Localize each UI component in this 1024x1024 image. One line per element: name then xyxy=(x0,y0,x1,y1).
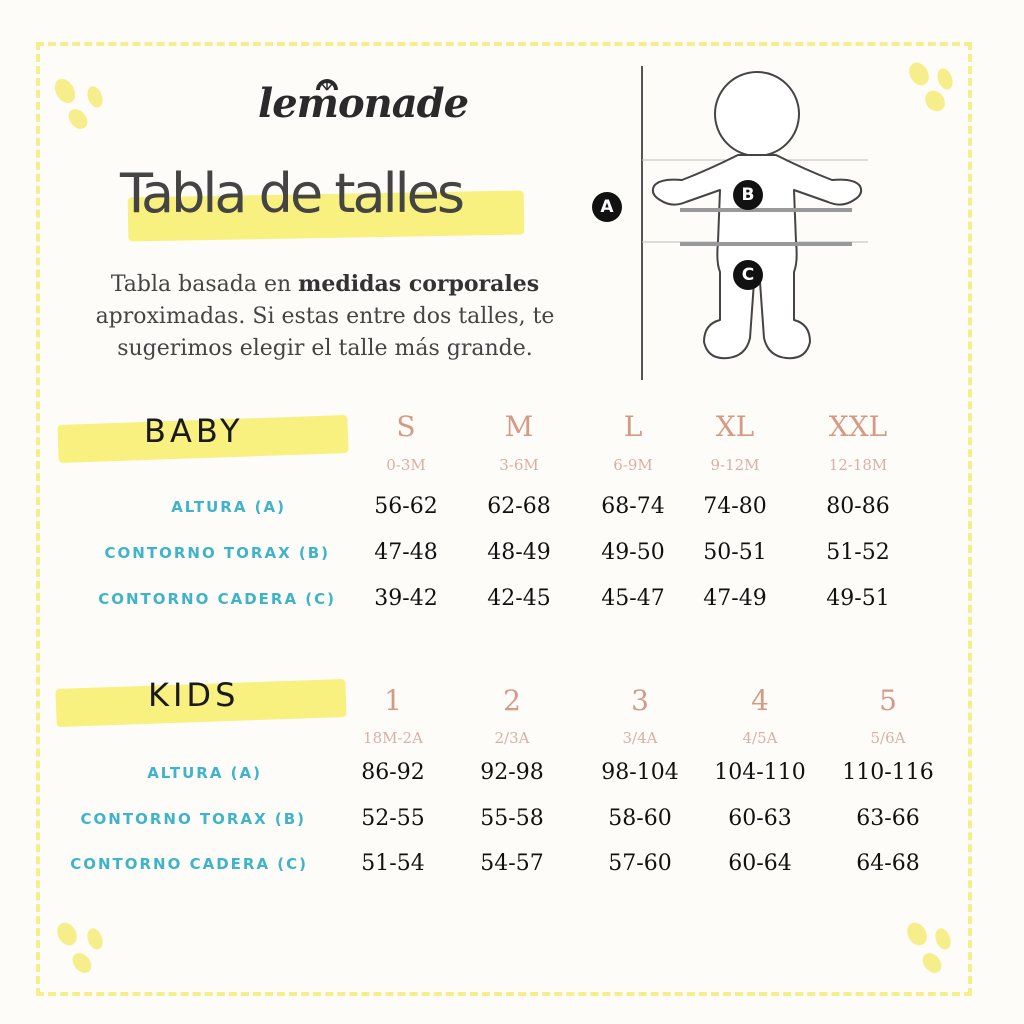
kids-table-cell: 64-68 xyxy=(856,851,920,876)
baby-table-cell: 49-51 xyxy=(826,586,890,611)
page-title: Tabla de talles xyxy=(120,162,462,225)
baby-heading: BABY xyxy=(144,412,244,450)
kids-age-range: 5/6A xyxy=(870,729,906,747)
baby-table-cell: 48-49 xyxy=(487,540,551,565)
marker-a: A xyxy=(592,192,622,222)
baby-age-range: 3-6M xyxy=(499,456,539,474)
kids-table-cell: 54-57 xyxy=(480,851,544,876)
marker-b: B xyxy=(733,180,763,210)
kids-table-cell: 55-58 xyxy=(480,806,544,831)
baby-table-cell: 80-86 xyxy=(826,494,890,519)
kids-table-cell: 58-60 xyxy=(608,806,672,831)
kids-row-label: CONTORNO CADERA (C) xyxy=(70,855,308,873)
kids-size-label: 5 xyxy=(879,684,897,717)
baby-table-cell: 45-47 xyxy=(601,586,665,611)
kids-age-range: 2/3A xyxy=(494,729,530,747)
baby-table-cell: 47-48 xyxy=(374,540,438,565)
kids-size-label: 4 xyxy=(751,684,769,717)
baby-size-label: L xyxy=(623,410,643,443)
kids-table-cell: 51-54 xyxy=(361,851,425,876)
baby-table-cell: 50-51 xyxy=(703,540,767,565)
kids-table-cell: 104-110 xyxy=(714,760,806,785)
baby-size-label: M xyxy=(504,410,534,443)
baby-table-cell: 39-42 xyxy=(374,586,438,611)
baby-table-cell: 56-62 xyxy=(374,494,438,519)
kids-size-label: 3 xyxy=(631,684,649,717)
baby-age-range: 6-9M xyxy=(613,456,653,474)
kids-age-range: 18M-2A xyxy=(363,729,423,747)
baby-table-cell: 51-52 xyxy=(826,540,890,565)
baby-age-range: 9-12M xyxy=(710,456,760,474)
kids-table-cell: 57-60 xyxy=(608,851,672,876)
baby-table-cell: 62-68 xyxy=(487,494,551,519)
intro-part2: aproximadas. Si estas entre dos talles, te sugerimos elegir el talle más grande. xyxy=(95,304,555,361)
baby-table-cell: 49-50 xyxy=(601,540,665,565)
kids-age-range: 3/4A xyxy=(622,729,658,747)
baby-row-label: CONTORNO CADERA (C) xyxy=(98,590,336,608)
baby-age-range: 12-18M xyxy=(828,456,888,474)
kids-table-cell: 60-64 xyxy=(728,851,792,876)
kids-table-cell: 52-55 xyxy=(361,806,425,831)
intro-text xyxy=(70,268,580,365)
kids-table-cell: 63-66 xyxy=(856,806,920,831)
kids-table-cell: 86-92 xyxy=(361,760,425,785)
body-measurement-figure xyxy=(590,62,880,384)
kids-age-range: 4/5A xyxy=(742,729,778,747)
intro-bold: medidas corporales xyxy=(298,271,540,297)
baby-table-cell: 74-80 xyxy=(703,494,767,519)
kids-size-label: 2 xyxy=(503,684,521,717)
kids-table-cell: 98-104 xyxy=(601,760,679,785)
baby-row-label: ALTURA (A) xyxy=(171,498,286,516)
kids-table-cell: 92-98 xyxy=(480,760,544,785)
kids-row-label: ALTURA (A) xyxy=(147,764,262,782)
kids-table-cell: 60-63 xyxy=(728,806,792,831)
baby-row-label: CONTORNO TORAX (B) xyxy=(104,544,330,562)
kids-table-cell: 110-116 xyxy=(842,760,934,785)
baby-size-label: XXL xyxy=(828,410,888,443)
baby-size-label: XL xyxy=(715,410,755,443)
intro-part1: Tabla basada en xyxy=(110,272,299,297)
brand-name: lemonade xyxy=(258,80,469,127)
kids-heading: KIDS xyxy=(148,676,240,714)
kids-row-label: CONTORNO TORAX (B) xyxy=(80,810,306,828)
baby-size-label: S xyxy=(396,410,416,443)
baby-table-cell: 47-49 xyxy=(703,586,767,611)
baby-age-range: 0-3M xyxy=(386,456,426,474)
baby-table-cell: 68-74 xyxy=(601,494,665,519)
baby-table-cell: 42-45 xyxy=(487,586,551,611)
marker-c: C xyxy=(733,260,763,290)
kids-size-label: 1 xyxy=(384,684,402,717)
